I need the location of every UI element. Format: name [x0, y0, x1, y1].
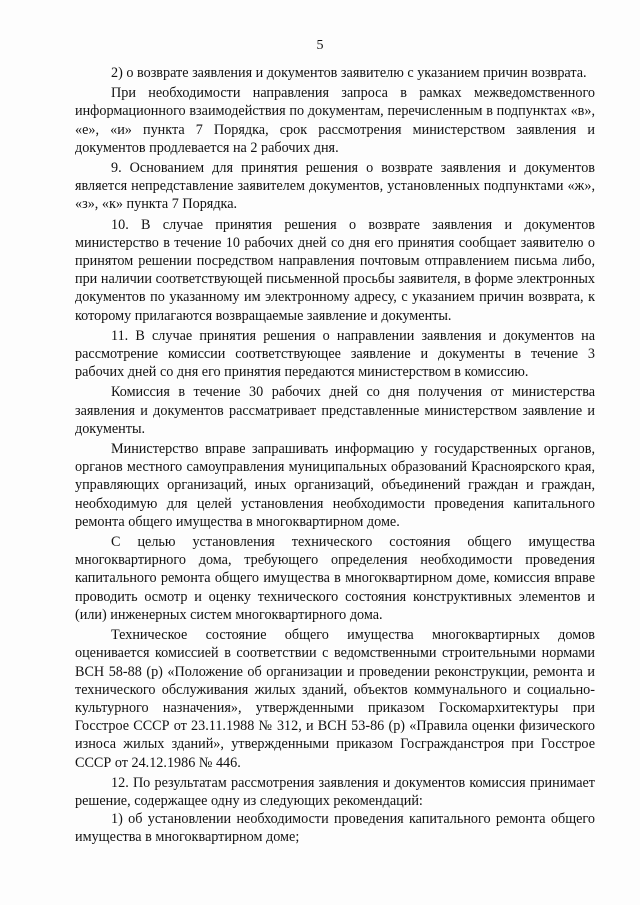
paragraph-clause-9: 9. Основанием для принятия решения о возврате заявления и документов является непредставление заявителем документов, установленных подпунктами «ж», «з», «к» пункта 7 Порядка.	[75, 160, 595, 213]
paragraph-clause-12: 12. По результатам рассмотрения заявления и документов комиссия принимает решение, содержащее одну из следующих рекомендаций:	[75, 774, 595, 809]
paragraph-commission-review: Комиссия в течение 30 рабочих дней со дня получения от министерства заявления и документов рассматривает представленные министерством заявление и документы.	[75, 384, 595, 437]
paragraph-clause-11: 11. В случае принятия решения о направлении заявления и документов на рассмотрение комиссии соответствующее заявление и документы в течение 3 рабочих дней со дня его принятия передаются министерством в комиссию.	[75, 327, 595, 381]
paragraph-clause-10: 10. В случае принятия решения о возврате заявления и документов министерство в течение 10 рабочих дней со дня его принятия сообщает заявителю о принятом решении посредством направления почтовым отправлением письма либо, при наличии соответствующей письменной просьбы заявителя, в форме электронных документов по указанному им электронному адресу, с указанием причин возврата, к которому прилагаются возвращаемые заявление и документы.	[75, 216, 595, 324]
paragraph-return-item-2: 2) о возврате заявления и документов заявителю с указанием причин возврата.	[111, 65, 587, 81]
paragraph-technical-inspection: С целью установления технического состояния общего имущества многоквартирного дома, требующего определения необходимости проведения капитального ремонта общего имущества в многоквартирном доме, комиссия вправе проводить осмотр и оценку технического состояния конструктивных элементов и (или) инженерных систем многоквартирного дома.	[75, 534, 595, 623]
page-number: 5	[316, 38, 324, 53]
paragraph-recommendation-1: 1) об установлении необходимости проведения капитального ремонта общего имущества в многоквартирном доме;	[75, 811, 595, 846]
paragraph-ministry-requests: Министерство вправе запрашивать информацию у государственных органов, органов местного самоуправления муниципальных образований Красноярского края, управляющих организаций, иных организаций, объединений граждан и граждан, необходимую для целей установления необходимости проведения капитального ремонта общего имущества в многоквартирном доме.	[75, 441, 595, 530]
document-body	[75, 64, 595, 847]
paragraph-technical-standards: Техническое состояние общего имущества многоквартирных домов оценивается комиссией в соответствии с ведомственными строительными нормами ВСН 58-88 (р) «Положение об организации и проведении реконструкции, ремонта и технического обслуживания жилых зданий, объектов коммунального и социально-культурного назначения», утвержденными приказом Госкомархитектуры при Госстрое СССР от 23.11.1988 № 312, и ВСН 53-86 (р) «Правила оценки физического износа жилых зданий», утвержденными приказом Госгражданстроя при Госстрое СССР от 24.12.1986 № 446.	[75, 627, 595, 771]
paragraph-interagency-request: При необходимости направления запроса в рамках межведомственного информационного взаимодействия по документам, перечисленным в подпунктах «в», «е», «и» пункта 7 Порядка, срок рассмотрения министерством заявления и документов продлевается на 2 рабочих дня.	[75, 85, 595, 156]
